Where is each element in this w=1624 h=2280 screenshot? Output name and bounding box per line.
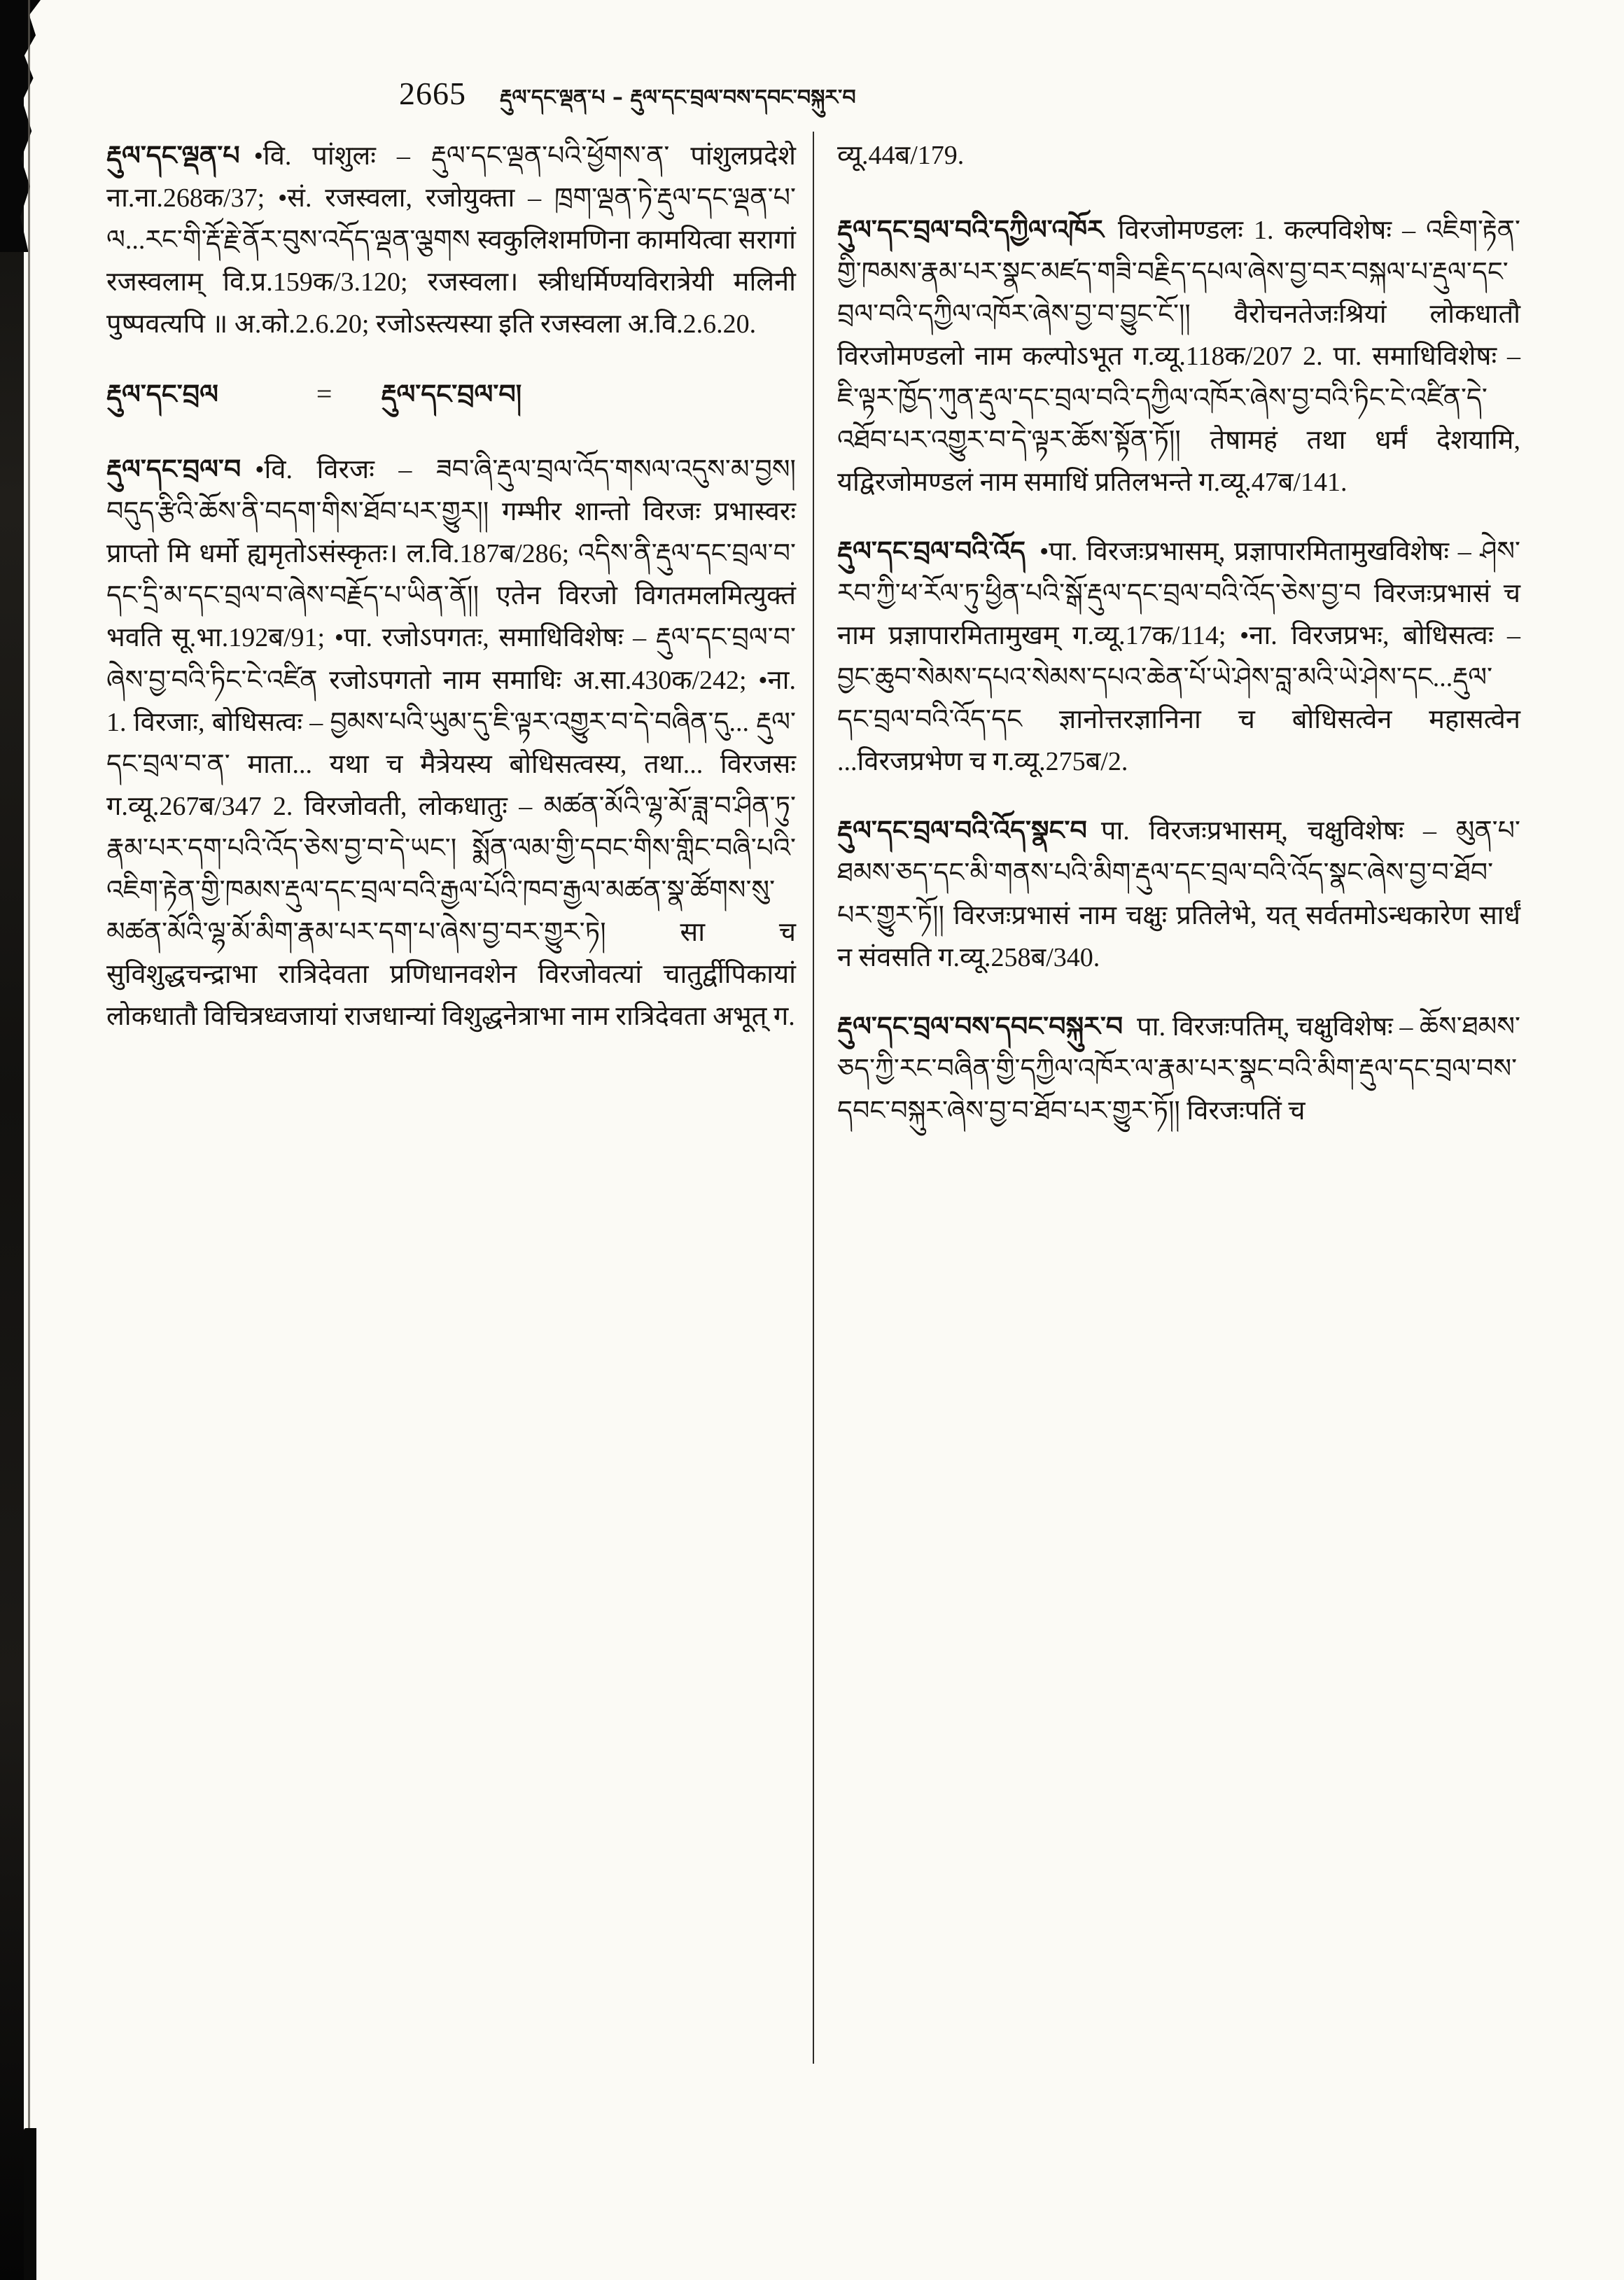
entry-body: •वि. विरजः – ཟབ་ཞི་རྡུལ་བྲལ་འོད་གསལ་འདུས་མ་བྱས། བདུད་རྩིའི་ཆོས་ནི་བདག་གིས་ཐོབ་པར་གྱུར།། गम्भीर शान्तो विरजः प्रभास्वरः प्राप्तो मि धर्मो ह्यमृतोऽसंस्कृतः। ल.वि.187ब/286; འདིས་ནི་རྡུལ་དང་བྲལ་བ་དང་དྲི་མ་དང་བྲལ་བ་ཞེས་བརྗོད་པ་ཡིན་ནོ།། एतेन विरजो विगतमलमित्युक्तं भवति सू.भा.192ब/91; •पा. रजोऽपगतः, समाधिविशेषः – རྡུལ་དང་བྲལ་བ་ཞེས་བྱ་བའི་ཏིང་ངེ་འཛིན रजोऽपगतो नाम समाधिः अ.सा.430क/242; •ना. 1. विरजाः, बोधिसत्वः – བྱམས་པའི་ཡུམ་དུ་ཇི་ལྟར་འགྱུར་བ་དེ་བཞིན་དུ... རྡུལ་དང་བྲལ་བ་ན་ माता... यथा च मैत्रेयस्य बोधिसत्वस्य, तथा... विरजसः ग.व्यू.267ब/347 2. विरजोवती, लोकधातुः – མཚན་མོའི་ལྷ་མོ་ཟླ་བ་ཤིན་ཏུ་རྣམ་པར་དག་པའི་འོད་ཅེས་བྱ་བ་དེ་ཡང་། སྨོན་ལམ་གྱི་དབང་གིས་གླིང་བཞི་པའི་འཇིག་རྟེན་གྱི་ཁམས་རྡུལ་དང་བྲལ་བའི་རྒྱལ་པོའི་ཁབ་རྒྱལ་མཚན་སྣ་ཚོགས་སུ་མཚན་མོའི་ལྷ་མོ་མིག་རྣམ་པར་དག་པ་ཞེས་བྱ་བར་གྱུར་ཏེ། सा च सुविशुद्धचन्द्राभा रात्रिदेवता प्रणिधानवशेन विरजोवत्यां चातुर्द्वीपिकायां लोकधातौ विचित्रध्वजायां राजधान्यां विशुद्धनेत्राभा नाम रात्रिदेवता अभूत् ग.	[106, 455, 796, 1031]
scan-edge-line	[28, 0, 30, 2280]
running-head-tibetan: རྡུལ་དང་ལྡན་པ – རྡུལ་དང་བྲལ་བས་དབང་བསྐུར་བ	[500, 85, 856, 110]
entry-headword: རྡུལ་དང་བྲལ	[106, 379, 218, 410]
scan-binding-edge	[0, 0, 24, 2280]
column-divider	[813, 132, 814, 2064]
entry-body: •वि. पांशुलः – རྡུལ་དང་ལྡན་པའི་ཕྱོགས་ན་ पांशुलप्रदेशे ना.ना.268क/37; •सं. रजस्वला, रजोयुक्ता – ཁྲག་ལྡན་ཏེ་རྡུལ་དང་ལྡན་པ་ལ...རང་གི་རྡོ་རྗེ་ནོར་བུས་འདོད་ལྡན་ལྕགས स्वकुलिशमणिना कामयित्वा सरागां रजस्वलाम् वि.प्र.159क/3.120; रजस्वला। स्त्रीधर्मिण्यविरात्रेयी मलिनी पुष्पवत्यपि ॥ अ.को.2.6.20; रजोऽस्त्यस्या इति रजस्वला अ.वि.2.6.20.	[106, 141, 796, 340]
scan-ink-blot	[24, 2128, 36, 2280]
dictionary-entry	[837, 809, 1520, 978]
entry-headword: རྡུལ་དང་ལྡན་པ	[106, 140, 240, 171]
dictionary-cross-reference	[106, 372, 796, 416]
page-number: 2665	[399, 76, 466, 111]
entry-body: •पा. विरजःप्रभासम्, प्रज्ञापारमितामुखविशेषः – ཤེས་རབ་ཀྱི་ཕ་རོལ་ཏུ་ཕྱིན་པའི་སྒོ་རྡུལ་དང་བྲལ་བའི་འོད་ཅེས་བྱ་བ विरजःप्रभासं च नाम प्रज्ञापारमितामुखम् ग.व्यू.17क/114; •ना. विरजप्रभः, बोधिसत्वः – བྱང་ཆུབ་སེམས་དཔའ་སེམས་དཔའ་ཆེན་པོ་ཡེ་ཤེས་བླ་མའི་ཡེ་ཤེས་དང...རྡུལ་དང་བྲལ་བའི་འོད་དང ज्ञानोत्तरज्ञानिना च बोधिसत्वेन महासत्वेन ...विरजप्रभेण च ग.व्यू.275ब/2.	[837, 537, 1520, 777]
entry-body: विरजोमण्डलः 1. कल्पविशेषः – འཇིག་རྟེན་གྱི་ཁམས་རྣམ་པར་སྣང་མཛད་གཟི་བརྗིད་དཔལ་ཞེས་བྱ་བར་བསྐལ་པ་རྡུལ་དང་བྲལ་བའི་དཀྱིལ་འཁོར་ཞེས་བྱ་བ་བྱུང་ངོ་།། वैरोचनतेजःश्रियां लोकधातौ विरजोमण्डलो नाम कल्पोऽभूत ग.व्यू.118क/207 2. पा. समाधिविशेषः – ཇི་ལྟར་ཁྱོད་ཀུན་རྡུལ་དང་བྲལ་བའི་དཀྱིལ་འཁོར་ཞེས་བྱ་བའི་ཏིང་ངེ་འཛིན་དེ་འཐོབ་པར་འགྱུར་བ་དེ་ལྟར་ཆོས་སྟོན་ཏོ།། तेषामहं तथा धर्मं देशयामि, यद्विरजोमण्डलं नाम समाधिं प्रतिलभन्ते ग.व्यू.47ब/141.	[837, 216, 1520, 498]
left-column	[106, 134, 796, 1064]
dictionary-entry	[837, 530, 1520, 783]
entry-headword: རྡུལ་དང་བྲལ་བའི་དཀྱིལ་འཁོར	[837, 214, 1104, 246]
entry-headword: རྡུལ་དང་བྲལ་བའི་འོད	[837, 536, 1026, 567]
right-column	[837, 134, 1520, 1159]
dictionary-entry	[837, 209, 1520, 503]
scan-edge-tear	[0, 0, 41, 252]
dictionary-entry	[837, 1005, 1520, 1132]
entry-headword: རྡུལ་དང་བྲལ་བའི་འོད་སྣང་བ	[837, 815, 1087, 846]
dictionary-entry	[106, 134, 796, 345]
entry-body: पा. विरजःप्रभासम्, चक्षुविशेषः – མུན་པ་ཐམས་ཅད་དང་མི་གནས་པའི་མིག་རྡུལ་དང་བྲལ་བའི་འོད་སྣང་ཞེས་བྱ་བ་ཐོབ་པར་གྱུར་ཏོ།། विरजःप्रभासं नाम चक्षुः प्रतिलेभे, यत् सर्वतमोऽन्धकारेण सार्धं न संवसति ग.व्यू.258ब/340.	[837, 816, 1520, 972]
entry-headword: རྡུལ་དང་བྲལ་བས་དབང་བསྐུར་བ	[837, 1010, 1124, 1042]
dictionary-entry	[106, 448, 796, 1037]
cross-reference-target: རྡུལ་དང་བྲལ་བ།	[381, 379, 522, 410]
entry-headword: རྡུལ་དང་བྲལ་བ	[106, 454, 241, 485]
page-header	[399, 74, 1533, 133]
entry-body: पा. विरजःपतिम्, चक्षुविशेषः – ཆོས་ཐམས་ཅད་ཀྱི་རང་བཞིན་གྱི་དཀྱིལ་འཁོར་ལ་རྣམ་པར་སྣང་བའི་མིག་རྡུལ་དང་བྲལ་བས་དབང་བསྐུར་ཞེས་བྱ་བ་ཐོབ་པར་གྱུར་ཏོ།། विरजःपतिं च	[837, 1012, 1520, 1126]
entry-continuation: व्यू.44ब/179.	[837, 141, 965, 170]
equals-sign: =	[316, 378, 332, 410]
